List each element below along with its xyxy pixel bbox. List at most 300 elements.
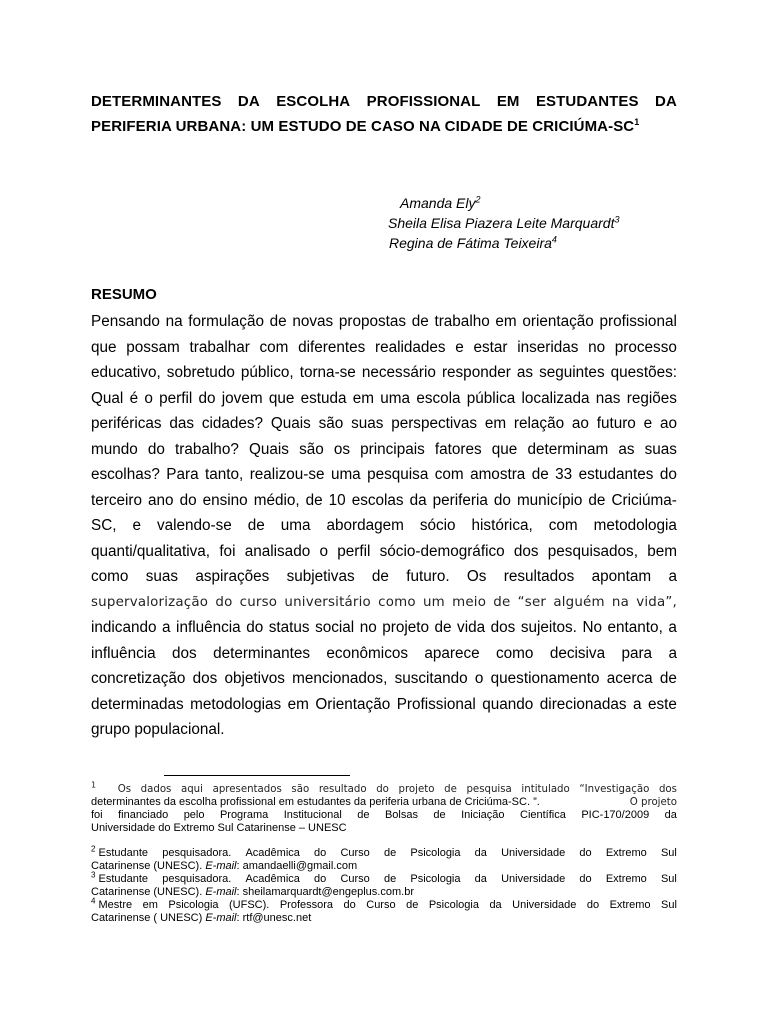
abstract-word: na bbox=[165, 313, 183, 330]
abstract-word: concretização bbox=[91, 670, 186, 687]
abstract-word: meio bbox=[452, 594, 487, 610]
footnote-1-line-2: determinantes da escolha profissional em estudantes da periferia urbana de Criciúma-SC. ”. O projeto bbox=[91, 796, 677, 808]
footnote-word: financiado bbox=[118, 809, 169, 821]
footnote-word: são bbox=[291, 784, 310, 795]
footnote-word: Acadêmica bbox=[245, 847, 300, 859]
abstract-word: ao bbox=[659, 415, 677, 432]
footnote-word: da bbox=[474, 847, 487, 859]
footnote-word: dados bbox=[140, 784, 172, 795]
title-word: ESCOLHA bbox=[276, 93, 351, 110]
footnote-word: de bbox=[383, 873, 397, 885]
abstract-word: questões: bbox=[610, 364, 677, 381]
abstract-word: subjetivas bbox=[286, 568, 355, 585]
footnote-word: PIC-170/2009 bbox=[581, 809, 650, 821]
footnote-word: em bbox=[142, 899, 158, 911]
footnote-word: Psicologia bbox=[428, 899, 479, 911]
footnote-word: de bbox=[406, 899, 419, 911]
abstract-word: realizou-se bbox=[249, 466, 325, 483]
abstract-word: 10 bbox=[328, 491, 346, 509]
footnote-lead bbox=[91, 870, 149, 886]
footnote-word: de bbox=[444, 784, 457, 795]
footnote-mark: 3 bbox=[91, 870, 96, 880]
footnote-3-line-2: Catarinense (UNESC). E-mail: sheilamarquardt@engeplus.com.br bbox=[91, 886, 414, 898]
footnote-word: (UFSC). bbox=[229, 899, 270, 911]
abstract-word: Pensando bbox=[91, 313, 160, 330]
abstract-word: os bbox=[333, 440, 351, 458]
footnote-word: Psicologia bbox=[410, 873, 461, 885]
footnote-word: da bbox=[664, 809, 677, 821]
abstract-word: educativo, bbox=[91, 364, 161, 381]
abstract-word: necessário bbox=[361, 364, 436, 381]
abstract-word: relação bbox=[513, 415, 565, 432]
abstract-word: pesquisa bbox=[367, 466, 429, 483]
footnote-word: “Investigação bbox=[579, 784, 650, 795]
abstract-word: de bbox=[659, 670, 677, 687]
abstract-word: perfil bbox=[159, 389, 193, 407]
abstract-word: perspectivas bbox=[391, 415, 478, 432]
author-list bbox=[388, 193, 688, 253]
abstract-word: escola bbox=[416, 389, 461, 407]
footnote-2-line-1 bbox=[91, 844, 677, 860]
abstract-word: valendo-se bbox=[156, 517, 232, 534]
abstract-line bbox=[91, 615, 677, 641]
abstract-line bbox=[91, 641, 677, 667]
footnote-word: Curso bbox=[340, 873, 370, 885]
abstract-word: do bbox=[147, 440, 165, 458]
abstract-word: vida bbox=[457, 619, 486, 636]
footnote-word: Bolsas bbox=[384, 809, 418, 821]
abstract-word: de bbox=[371, 568, 389, 585]
abstract-word: direcionadas bbox=[539, 695, 627, 713]
abstract-word: do bbox=[659, 466, 677, 483]
footnote-1-line-4: Universidade do Extremo Sul Catarinense – UNESC bbox=[91, 822, 347, 834]
abstract-word: da bbox=[409, 491, 427, 509]
abstract-word: possam bbox=[126, 338, 180, 356]
abstract-word: uma bbox=[280, 517, 311, 534]
abstract-word: ao bbox=[571, 415, 589, 432]
abstract-word: Orientação bbox=[315, 695, 391, 713]
abstract-word: Os bbox=[466, 568, 487, 585]
abstract-word: do bbox=[198, 389, 216, 407]
abstract-word: de bbox=[531, 466, 549, 483]
abstract-word: propostas bbox=[338, 313, 407, 330]
footnote-word: Extremo bbox=[605, 873, 647, 885]
abstract-word: do bbox=[179, 491, 197, 509]
paper-title bbox=[91, 89, 677, 139]
abstract-word: suas bbox=[145, 568, 179, 585]
abstract-word: o bbox=[474, 670, 484, 687]
abstract-word: Qual bbox=[91, 389, 124, 407]
footnote-1 bbox=[91, 780, 677, 835]
abstract-word: no bbox=[588, 338, 606, 356]
abstract-word: município bbox=[516, 491, 583, 509]
abstract-word: com bbox=[434, 466, 464, 483]
footnote-mark: 1 bbox=[91, 780, 97, 790]
footnote-word: Sul bbox=[660, 847, 677, 859]
footnote-word: do bbox=[579, 873, 592, 885]
abstract-word: Profissional bbox=[396, 695, 476, 713]
abstract-word: regiões bbox=[626, 389, 677, 407]
abstract-word: as bbox=[516, 364, 534, 381]
abstract-word: bem bbox=[647, 542, 677, 560]
footnote-word: Psicologia bbox=[168, 899, 219, 911]
abstract-word: trabalho? bbox=[175, 440, 239, 458]
footnote-word: da bbox=[474, 873, 487, 885]
abstract-word: a bbox=[668, 619, 677, 636]
abstract-word: determinadas bbox=[91, 695, 184, 713]
abstract-word: periferia bbox=[432, 491, 488, 509]
abstract-word: formulação bbox=[188, 313, 264, 330]
abstract-word: sócio bbox=[419, 517, 456, 534]
footnote-word: do bbox=[586, 899, 600, 911]
footnote-3-line-1 bbox=[91, 870, 677, 886]
abstract-word: o bbox=[319, 542, 328, 560]
footnote-word: Os bbox=[117, 784, 132, 795]
footnote-word: Iniciação bbox=[461, 809, 505, 821]
abstract-word: de bbox=[434, 619, 452, 636]
abstract-word: mundo bbox=[91, 440, 138, 458]
abstract-heading: RESUMO bbox=[91, 286, 157, 303]
abstract-word: curso bbox=[239, 594, 278, 610]
abstract-word: SC, bbox=[91, 517, 117, 534]
abstract-word: “ser bbox=[517, 594, 547, 610]
abstract-line bbox=[91, 666, 677, 692]
abstract-word: determinantes bbox=[213, 644, 310, 662]
abstract-word: de bbox=[247, 517, 265, 534]
abstract-line bbox=[91, 513, 677, 539]
footnote-word: do bbox=[314, 873, 327, 885]
abstract-word: vida”, bbox=[636, 594, 677, 610]
abstract-word: e bbox=[643, 415, 653, 432]
abstract-word: de bbox=[588, 491, 606, 509]
title-word: DA bbox=[237, 93, 260, 110]
abstract-word: suas bbox=[351, 415, 384, 432]
abstract-word: quando bbox=[482, 695, 534, 713]
abstract-word: realidades bbox=[375, 338, 446, 356]
abstract-word: é bbox=[129, 389, 139, 407]
footnote-word: Psicologia bbox=[410, 847, 461, 859]
abstract-word: resultados bbox=[503, 568, 575, 585]
footnote-word: pelo bbox=[183, 809, 205, 821]
footnote-word: Curso bbox=[340, 847, 370, 859]
footnote-word: resultado bbox=[318, 784, 367, 795]
abstract-word: um bbox=[422, 594, 445, 610]
footnote-4-line-2: Catarinense ( UNESC) E-mail: rtf@unesc.net bbox=[91, 912, 312, 924]
abstract-word: de bbox=[411, 313, 429, 330]
abstract-word: perfil bbox=[337, 542, 371, 560]
footnote-mark: 2 bbox=[91, 844, 96, 854]
abstract-word: dos bbox=[513, 542, 539, 560]
abstract-word: social bbox=[315, 619, 355, 636]
author-3: Regina de Fátima Teixeira$^4$ bbox=[389, 234, 557, 251]
abstract-word: são bbox=[299, 440, 324, 458]
abstract-word: aspirações bbox=[195, 568, 270, 585]
abstract-word: jovem bbox=[221, 389, 263, 407]
abstract-word: Quais bbox=[248, 440, 289, 458]
abstract-word: a bbox=[668, 568, 677, 585]
footnote-word: Universidade bbox=[501, 873, 566, 885]
footnote-4 bbox=[91, 896, 677, 925]
abstract-line bbox=[91, 411, 677, 437]
abstract-word: como bbox=[378, 594, 416, 610]
title-line-1 bbox=[91, 89, 677, 114]
footnote-word: Acadêmica bbox=[245, 873, 300, 885]
abstract-line bbox=[91, 692, 677, 718]
abstract-word: Para bbox=[166, 466, 199, 483]
abstract-word: que bbox=[268, 389, 295, 407]
abstract-word: econômicos bbox=[326, 644, 408, 662]
abstract-word: sujeitos. bbox=[520, 619, 577, 636]
title-footnote-mark: 1 bbox=[634, 117, 640, 127]
abstract-word: são bbox=[318, 415, 344, 432]
abstract-word: médio, bbox=[253, 491, 300, 509]
abstract-word: diferentes bbox=[298, 338, 366, 356]
abstract-word: com bbox=[548, 517, 578, 534]
abstract-word: questionamento bbox=[490, 670, 600, 687]
footnote-word: Mestre bbox=[95, 899, 133, 911]
abstract-word: para bbox=[621, 644, 653, 662]
abstract-word: dos bbox=[172, 644, 197, 662]
footnote-word: foi bbox=[91, 809, 103, 821]
abstract-word: o bbox=[144, 389, 153, 407]
footnote-1-line-3 bbox=[91, 809, 677, 822]
abstract-word: e bbox=[132, 517, 141, 534]
abstract-word: com bbox=[259, 338, 289, 356]
abstract-word: em bbox=[484, 415, 507, 432]
abstract-word: de bbox=[493, 594, 511, 610]
abstract-word: pública bbox=[466, 389, 516, 407]
abstract-word: terceiro bbox=[91, 491, 143, 509]
abstract-word: amostra bbox=[470, 466, 526, 483]
abstract-word: foi bbox=[219, 542, 236, 560]
abstract-word: suscitando bbox=[394, 670, 468, 687]
abstract-word: status bbox=[268, 619, 310, 636]
author-1: Amanda Ely$^2$ bbox=[400, 194, 481, 211]
abstract-word: escolhas? bbox=[91, 466, 160, 483]
footnote-word: de bbox=[433, 809, 446, 821]
title-word: DETERMINANTES bbox=[91, 93, 222, 110]
footnote-word: Curso bbox=[366, 899, 396, 911]
abstract-word: Criciúma- bbox=[611, 491, 677, 509]
footnote-word: de bbox=[357, 809, 370, 821]
abstract-word: das bbox=[169, 415, 195, 432]
footnote-word: aqui bbox=[180, 784, 203, 795]
footnote-word: Sul bbox=[660, 873, 677, 885]
abstract-word: alguém bbox=[553, 594, 605, 610]
abstract-word: futuro bbox=[596, 415, 636, 432]
abstract-word: influência bbox=[91, 644, 156, 662]
abstract-word: metodologia bbox=[593, 517, 677, 534]
title-word: DA bbox=[655, 93, 677, 110]
abstract-word: do bbox=[246, 619, 264, 636]
abstract-word: tanto, bbox=[205, 466, 244, 483]
footnote-3 bbox=[91, 870, 677, 899]
abstract-word: estudantes bbox=[578, 466, 654, 483]
abstract-word: universitário bbox=[284, 594, 371, 610]
footnote-word: da bbox=[489, 899, 502, 911]
abstract-word: fatores bbox=[434, 440, 482, 458]
abstract-word: que bbox=[91, 338, 117, 356]
footnote-word: Extremo bbox=[605, 847, 647, 859]
abstract-word: uma bbox=[330, 466, 361, 483]
abstract-word: este bbox=[648, 695, 677, 713]
abstract-word: principais bbox=[360, 440, 425, 458]
abstract-line bbox=[91, 386, 677, 412]
abstract-word: pesquisados, bbox=[547, 542, 638, 560]
abstract-word: a bbox=[162, 619, 171, 636]
abstract-line bbox=[91, 462, 677, 488]
abstract-word: torna-se bbox=[299, 364, 356, 381]
abstract-word: influência bbox=[176, 619, 241, 636]
footnote-word: do bbox=[376, 784, 389, 795]
abstract-word: profissional bbox=[599, 313, 677, 330]
abstract-word: trabalho bbox=[434, 313, 490, 330]
abstract-word: periféricas bbox=[91, 415, 162, 432]
abstract-word: ensino bbox=[202, 491, 248, 509]
footnote-word: pesquisadora. bbox=[162, 873, 232, 885]
abstract-word: sócio-demográfico bbox=[379, 542, 505, 560]
footnote-lead bbox=[91, 844, 149, 860]
abstract-word: mencionados, bbox=[292, 670, 388, 687]
footnote-word: dos bbox=[658, 784, 677, 795]
abstract-word: escolas bbox=[351, 491, 404, 509]
abstract-line: grupo populacional. bbox=[91, 721, 225, 738]
abstract-word: como bbox=[496, 644, 534, 662]
abstract-word: do bbox=[493, 491, 511, 509]
abstract-line bbox=[91, 309, 677, 335]
footnote-4-line-1 bbox=[91, 896, 677, 912]
abstract-word: No bbox=[582, 619, 603, 636]
abstract-word: nas bbox=[595, 389, 621, 407]
abstract-word: e bbox=[455, 338, 464, 356]
footnote-2-line-2: Catarinense (UNESC). E-mail: amandaelli@gmail.com bbox=[91, 860, 358, 872]
abstract-word: uma bbox=[380, 389, 411, 407]
abstract-word: abordagem bbox=[326, 517, 404, 534]
abstract-word: determinam bbox=[527, 440, 609, 458]
abstract-line bbox=[91, 488, 677, 514]
abstract-word: estar bbox=[473, 338, 508, 356]
abstract-word: metodologias bbox=[190, 695, 282, 713]
title-word: EM bbox=[496, 93, 520, 110]
abstract-line bbox=[91, 335, 677, 361]
abstract-word: ano bbox=[148, 491, 174, 509]
footnote-2 bbox=[91, 844, 677, 873]
abstract-word: a bbox=[668, 644, 677, 662]
abstract-line bbox=[91, 437, 677, 463]
abstract-word: no bbox=[359, 619, 377, 636]
title-line-2: PERIFERIA URBANA: UM ESTUDO DE CASO NA CIDADE DE CRICIÚMA-$SC^1$ bbox=[91, 117, 640, 135]
footnote-lead bbox=[91, 896, 133, 912]
footnote-word: intitulado bbox=[521, 784, 570, 795]
abstract-word: aparece bbox=[424, 644, 480, 662]
title-word: PROFISSIONAL bbox=[366, 93, 481, 110]
abstract-word: analisado bbox=[244, 542, 311, 560]
abstract-word: novas bbox=[292, 313, 334, 330]
abstract-word: a bbox=[633, 695, 642, 713]
abstract-line bbox=[91, 360, 677, 386]
abstract-word: cidades? bbox=[201, 415, 264, 432]
footnote-word: Extremo bbox=[609, 899, 651, 911]
abstract-word: seguintes bbox=[539, 364, 605, 381]
abstract-word: dos bbox=[490, 619, 516, 636]
footnote-word: do bbox=[314, 847, 327, 859]
author-2: Sheila Elisa Piazera Leite Marquardt$^3$ bbox=[388, 214, 620, 231]
abstract-word: inseridas bbox=[517, 338, 579, 356]
abstract-word: suas bbox=[644, 440, 677, 458]
footnote-word: Professora bbox=[279, 899, 334, 911]
abstract-word: orientação bbox=[522, 313, 594, 330]
abstract-word: público, bbox=[240, 364, 294, 381]
abstract-word: as bbox=[618, 440, 635, 458]
footnote-separator bbox=[164, 775, 350, 776]
abstract-word: que bbox=[491, 440, 518, 458]
footnote-1-line-1 bbox=[91, 780, 677, 796]
title-word: ESTUDANTES bbox=[535, 93, 639, 110]
abstract-word: de bbox=[305, 491, 323, 509]
abstract-word: sobretudo bbox=[166, 364, 235, 381]
footnote-word: pesquisa bbox=[466, 784, 512, 795]
abstract-word: na bbox=[611, 594, 630, 610]
abstract-word: futuro. bbox=[406, 568, 450, 585]
footnote-word: pesquisadora. bbox=[162, 847, 232, 859]
abstract-word: apontam bbox=[591, 568, 652, 585]
abstract-word: 33 bbox=[555, 466, 573, 483]
abstract-word: de bbox=[269, 313, 287, 330]
abstract-word: como bbox=[91, 568, 129, 585]
abstract-body bbox=[91, 309, 677, 743]
footnote-word: Universidade bbox=[512, 899, 577, 911]
abstract-word: processo bbox=[614, 338, 677, 356]
footnote-word: Universidade bbox=[501, 847, 566, 859]
footnote-word: Sul bbox=[661, 899, 677, 911]
abstract-word: indicando bbox=[91, 619, 157, 636]
footnote-word: do bbox=[579, 847, 592, 859]
footnote-word: Estudante bbox=[95, 847, 149, 859]
footnote-word: Científica bbox=[520, 809, 566, 821]
abstract-word: supervalorização bbox=[91, 594, 209, 610]
abstract-line bbox=[91, 564, 677, 590]
footnote-mark: 4 bbox=[91, 896, 96, 906]
footnote-word: Programa bbox=[219, 809, 269, 821]
abstract-word: estuda bbox=[300, 389, 347, 407]
abstract-word: localizada bbox=[521, 389, 590, 407]
abstract-word: projeto bbox=[382, 619, 429, 636]
abstract-word: entanto, bbox=[607, 619, 663, 636]
abstract-word: responder bbox=[441, 364, 511, 381]
footnote-word: Institucional bbox=[283, 809, 342, 821]
footnote-word: apresentados bbox=[212, 784, 282, 795]
footnote-word: Estudante bbox=[95, 873, 149, 885]
abstract-line bbox=[91, 590, 677, 616]
abstract-word: decisiva bbox=[549, 644, 606, 662]
footnote-word: de bbox=[383, 847, 397, 859]
abstract-word: trabalhar bbox=[189, 338, 250, 356]
abstract-word: objetivos bbox=[224, 670, 285, 687]
footnote-word: projeto bbox=[398, 784, 435, 795]
abstract-word: em bbox=[495, 313, 517, 330]
abstract-word: em bbox=[352, 389, 375, 407]
abstract-word: em bbox=[287, 695, 309, 713]
abstract-word: Quais bbox=[270, 415, 311, 432]
footnotes bbox=[91, 780, 677, 925]
abstract-line bbox=[91, 539, 677, 565]
abstract-word: quanti/qualitativa, bbox=[91, 542, 211, 560]
footnote-word: do bbox=[343, 899, 356, 911]
abstract-word: do bbox=[215, 594, 233, 610]
abstract-word: dos bbox=[192, 670, 218, 687]
abstract-word: acerca bbox=[606, 670, 653, 687]
abstract-word: histórica, bbox=[471, 517, 533, 534]
